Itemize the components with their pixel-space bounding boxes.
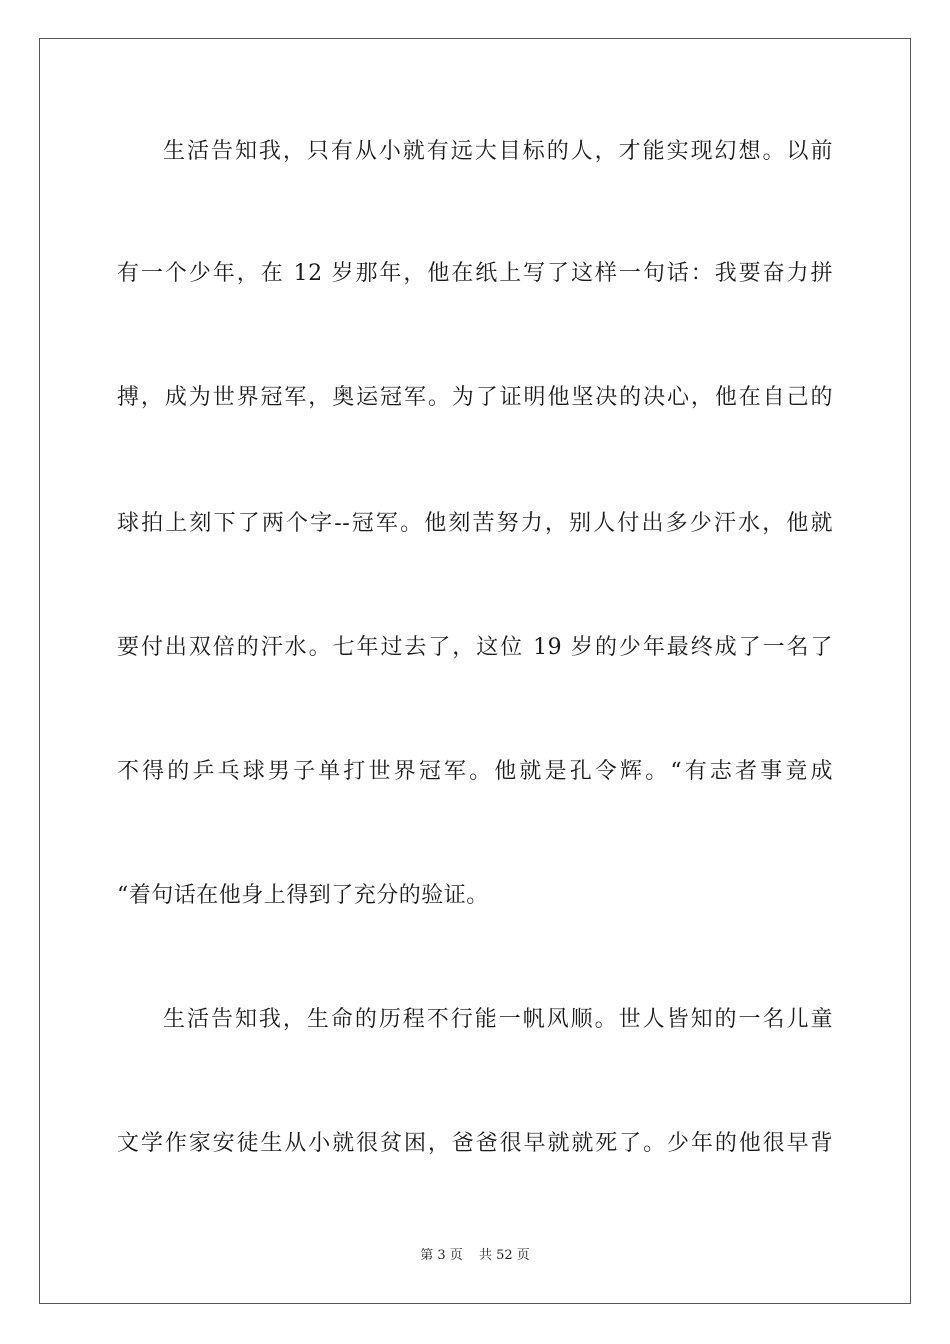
page-border bbox=[39, 38, 911, 1304]
paragraph-2-line-2: 文学作家安徒生从小就很贫困，爸爸很早就就死了。少年的他很早背 bbox=[117, 1131, 833, 1156]
paragraph-1-line-6: 不得的乒乓球男子单打世界冠军。他就是孔令辉。“有志者事竟成 bbox=[117, 759, 833, 784]
paragraph-1-line-5: 要付出双倍的汗水。七年过去了，这位 19 岁的少年最终成了一名了 bbox=[117, 635, 833, 660]
page-footer bbox=[0, 1247, 950, 1265]
page-number: 第 3 页 bbox=[420, 1248, 463, 1263]
paragraph-1-line-4: 球拍上刻下了两个字--冠军。他刻苦努力，别人付出多少汗水，他就 bbox=[117, 511, 833, 536]
paragraph-1-line-7: “着句话在他身上得到了充分的验证。 bbox=[117, 883, 489, 908]
paragraph-1-line-3: 搏，成为世界冠军，奥运冠军。为了证明他坚决的决心，他在自己的 bbox=[117, 385, 833, 410]
page-total: 共 52 页 bbox=[478, 1248, 530, 1263]
paragraph-1-line-2: 有一个少年，在 12 岁那年，他在纸上写了这样一句话：我要奋力拼 bbox=[117, 261, 833, 286]
paragraph-2-line-1: 生活告知我，生命的历程不行能一帆风顺。世人皆知的一名儿童 bbox=[163, 1007, 833, 1032]
paragraph-1-line-1: 生活告知我，只有从小就有远大目标的人，才能实现幻想。以前 bbox=[163, 139, 833, 164]
